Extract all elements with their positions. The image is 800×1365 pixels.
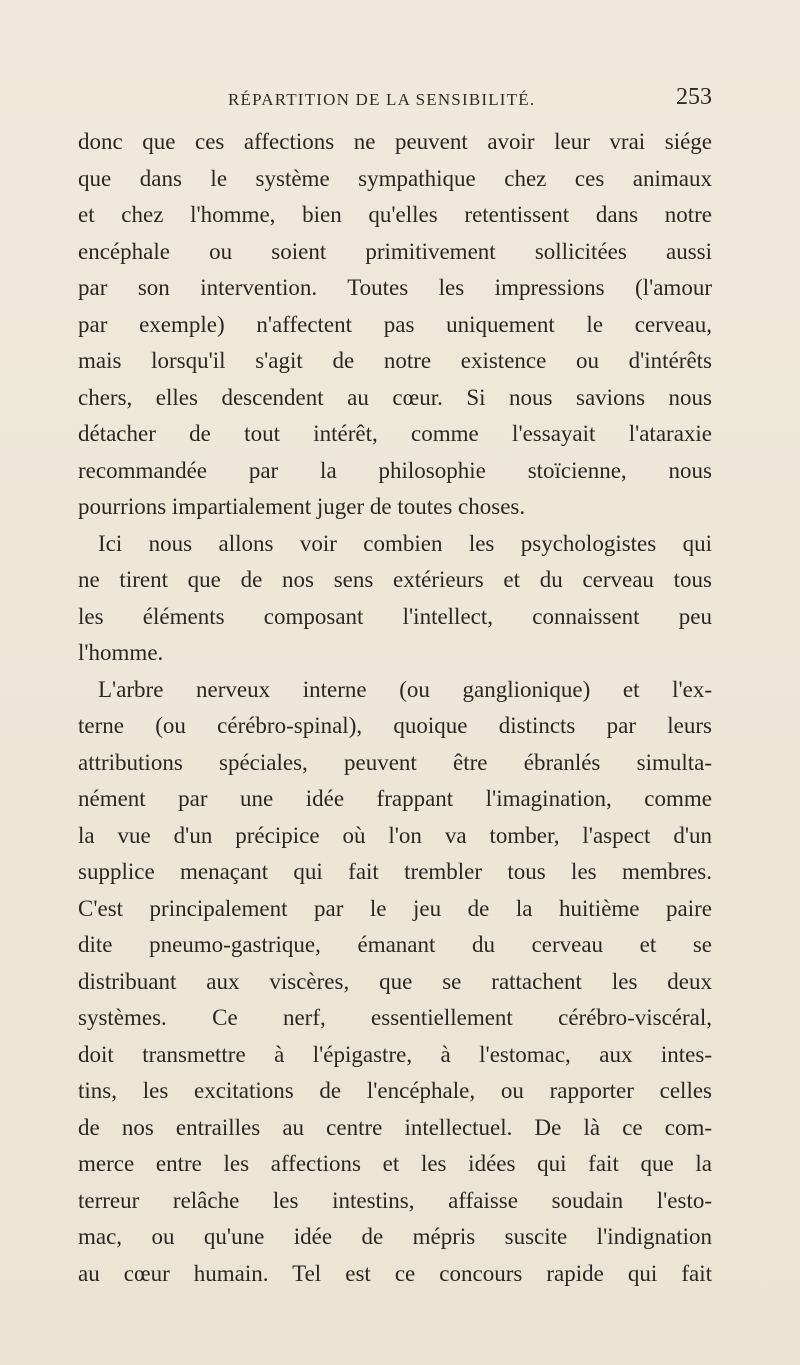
text-line: dite pneumo-gastrique, émanant du cerveau et se (78, 932, 712, 957)
text-line: encéphale ou soient primitivement sollicitées aussi (78, 238, 712, 264)
text-line: doit transmettre à l'épigastre, à l'estomac, aux intes- (78, 1041, 712, 1067)
text-line: donc que ces affections ne peuvent avoir leur vrai siége (78, 129, 712, 154)
body-text (78, 124, 712, 1292)
text-line: que dans le système sympathique chez ces animaux (78, 165, 712, 191)
text-line: recommandée par la philosophie stoïcienne, nous (78, 457, 712, 483)
text-line: terne (ou cérébro-spinal), quoique distincts par leurs (78, 713, 712, 738)
text-line: la vue d'un précipice où l'on va tomber, l'aspect d'un (78, 822, 712, 848)
text-line: terreur relâche les intestins, affaisse soudain l'esto- (78, 1187, 712, 1213)
text-line: nément par une idée frappant l'imagination, comme (78, 786, 712, 811)
page-header (78, 82, 712, 118)
text-line: au cœur humain. Tel est ce concours rapide qui fait (78, 1260, 712, 1286)
page-number: 253 (676, 84, 712, 110)
text-line: et chez l'homme, bien qu'elles retentissent dans notre (78, 202, 712, 227)
running-head: RÉPARTITION DE LA SENSIBILITÉ. (228, 90, 536, 109)
text-line: chers, elles descendent au cœur. Si nous savions nous (78, 384, 712, 410)
text-line: par exemple) n'affectent pas uniquement le cerveau, (78, 311, 712, 337)
text-line: de nos entrailles au centre intellectuel. De là ce com- (78, 1114, 712, 1140)
text-line: tins, les excitations de l'encéphale, ou rapporter celles (78, 1078, 712, 1103)
text-line: attributions spéciales, peuvent être ébranlés simulta- (78, 749, 712, 775)
text-line: systèmes. Ce nerf, essentiellement cérébro-viscéral, (78, 1005, 712, 1030)
text-line: L'arbre nerveux interne (ou ganglionique) et l'ex- (98, 676, 712, 702)
text-line: C'est principalement par le jeu de la huitième paire (78, 895, 712, 921)
text-line: ne tirent que de nos sens extérieurs et du cerveau tous (78, 567, 712, 592)
text-line: mac, ou qu'une idée de mépris suscite l'indignation (78, 1224, 712, 1249)
text-line: supplice menaçant qui fait trembler tous les membres. (78, 859, 712, 884)
text-line: distribuant aux viscères, que se rattachent les deux (78, 968, 712, 994)
text-line: Ici nous allons voir combien les psychologistes qui (98, 530, 712, 556)
text-line: les éléments composant l'intellect, connaissent peu (78, 603, 712, 629)
text-line: mais lorsqu'il s'agit de notre existence ou d'intérêts (78, 348, 712, 373)
text-line: merce entre les affections et les idées qui fait que la (78, 1151, 712, 1176)
text-line: l'homme. (78, 640, 164, 665)
text-line: pourrions impartialement juger de toutes choses. (78, 494, 526, 519)
text-line: détacher de tout intérêt, comme l'essayait l'ataraxie (78, 421, 712, 446)
text-line: par son intervention. Toutes les impressions (l'amour (78, 275, 712, 300)
